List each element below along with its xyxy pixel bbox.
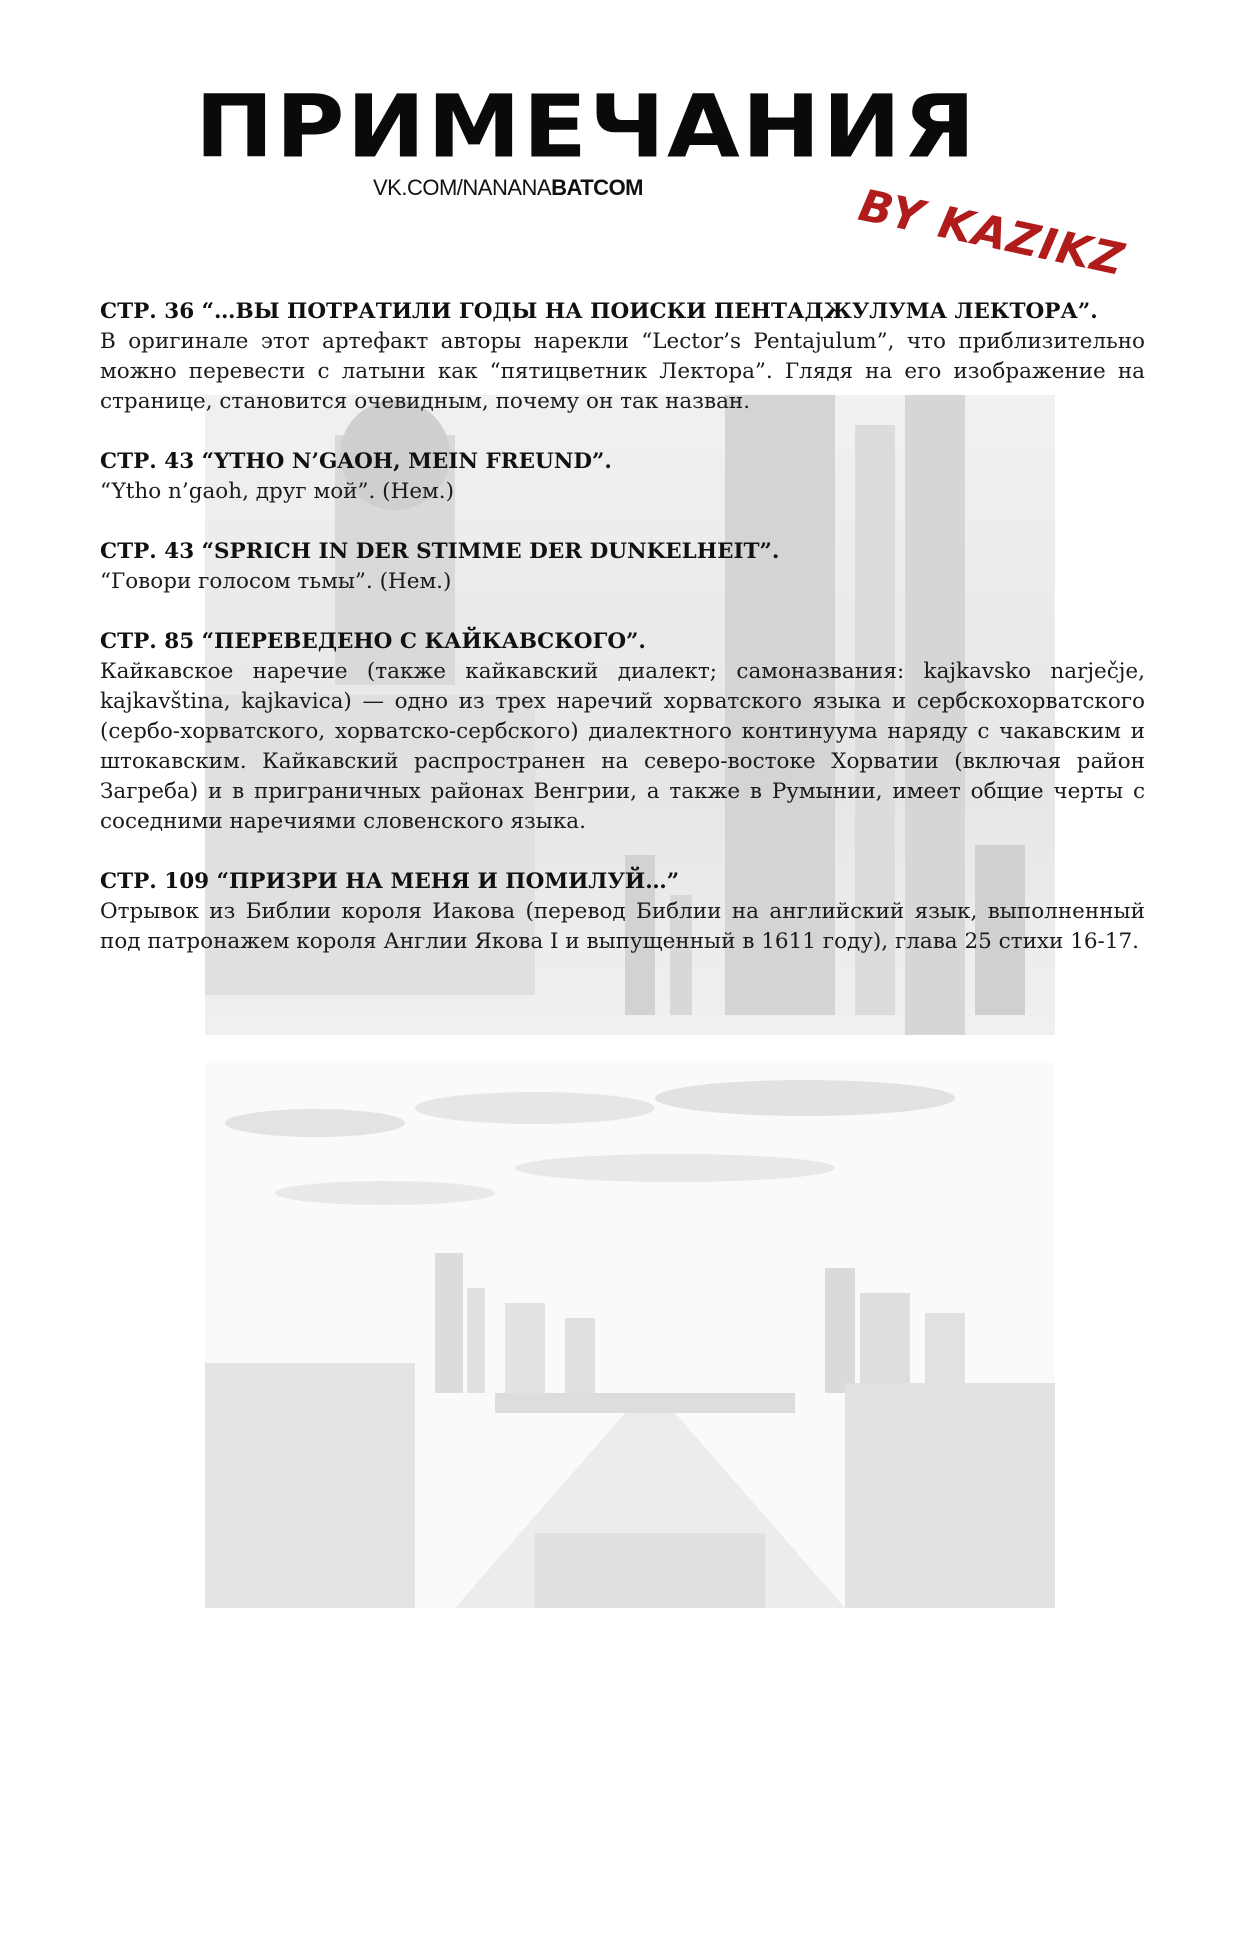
background-artwork-cityscape [205,1063,1055,1608]
byline-signature: BY KAZIKZ [854,180,1129,286]
note-heading: СТР. 36 “…ВЫ ПОТРАТИЛИ ГОДЫ НА ПОИСКИ ПЕНТАДЖУЛУМА ЛЕКТОРА”. [100,299,1098,324]
note-heading: СТР. 43 “YTHO N’GAOH, MEIN FREUND”. [100,449,612,474]
note-heading: СТР. 43 “SPRICH IN DER STIMME DER DUNKELHEIT”. [100,539,780,564]
note-item [100,297,1145,417]
site-url-prefix: VK.COM/NANANA [373,175,552,200]
site-url [373,175,643,201]
note-body: Кайкавское наречие (также кайкавский диалект; самоназвания: kajkavsko narječje, kajkavština, kajkavica) — одно из трех наречий хорватского языка и сербскохорватского (сербо-хорватского, хорватско-сербского) диалектного континуума наряду с чакавским и штокавским. Кайкавский распространен на северо-востоке Хорватии (включая район Загреба) и в приграничных районах Венгрии, а также в Румынии, имеет общие черты с соседними наречиями словенского языка. [100,659,1145,834]
note-item [100,447,1145,507]
note-item [100,537,1145,597]
note-body: “Ytho n’gaoh, друг мой”. (Нем.) [100,479,454,504]
page-header [195,77,1129,286]
note-body: В оригинале этот артефакт авторы нарекли “Lector’s Pentajulum”, что приблизительно можно перевести с латыни как “пятицветник Лектора”. Глядя на его изображение на странице, становится очевидным, почему он так назван. [100,329,1145,414]
site-url-suffix: BATCOM [551,175,644,200]
note-body: “Говори голосом тьмы”. (Нем.) [100,569,452,594]
notes-list [100,297,1145,987]
note-heading: СТР. 109 “ПРИЗРИ НА МЕНЯ И ПОМИЛУЙ…” [100,869,680,894]
note-heading: СТР. 85 “ПЕРЕВЕДЕНО С КАЙКАВСКОГО”. [100,629,646,654]
page-title: ПРИМЕЧАНИЯ [195,77,978,178]
note-item [100,627,1145,837]
note-body: Отрывок из Библии короля Иакова (перевод Библии на английский язык, выполненный под патронажем короля Англии Якова I и выпущенный в 1611 году), глава 25 стихи 16-17. [100,899,1145,954]
note-item [100,867,1145,957]
